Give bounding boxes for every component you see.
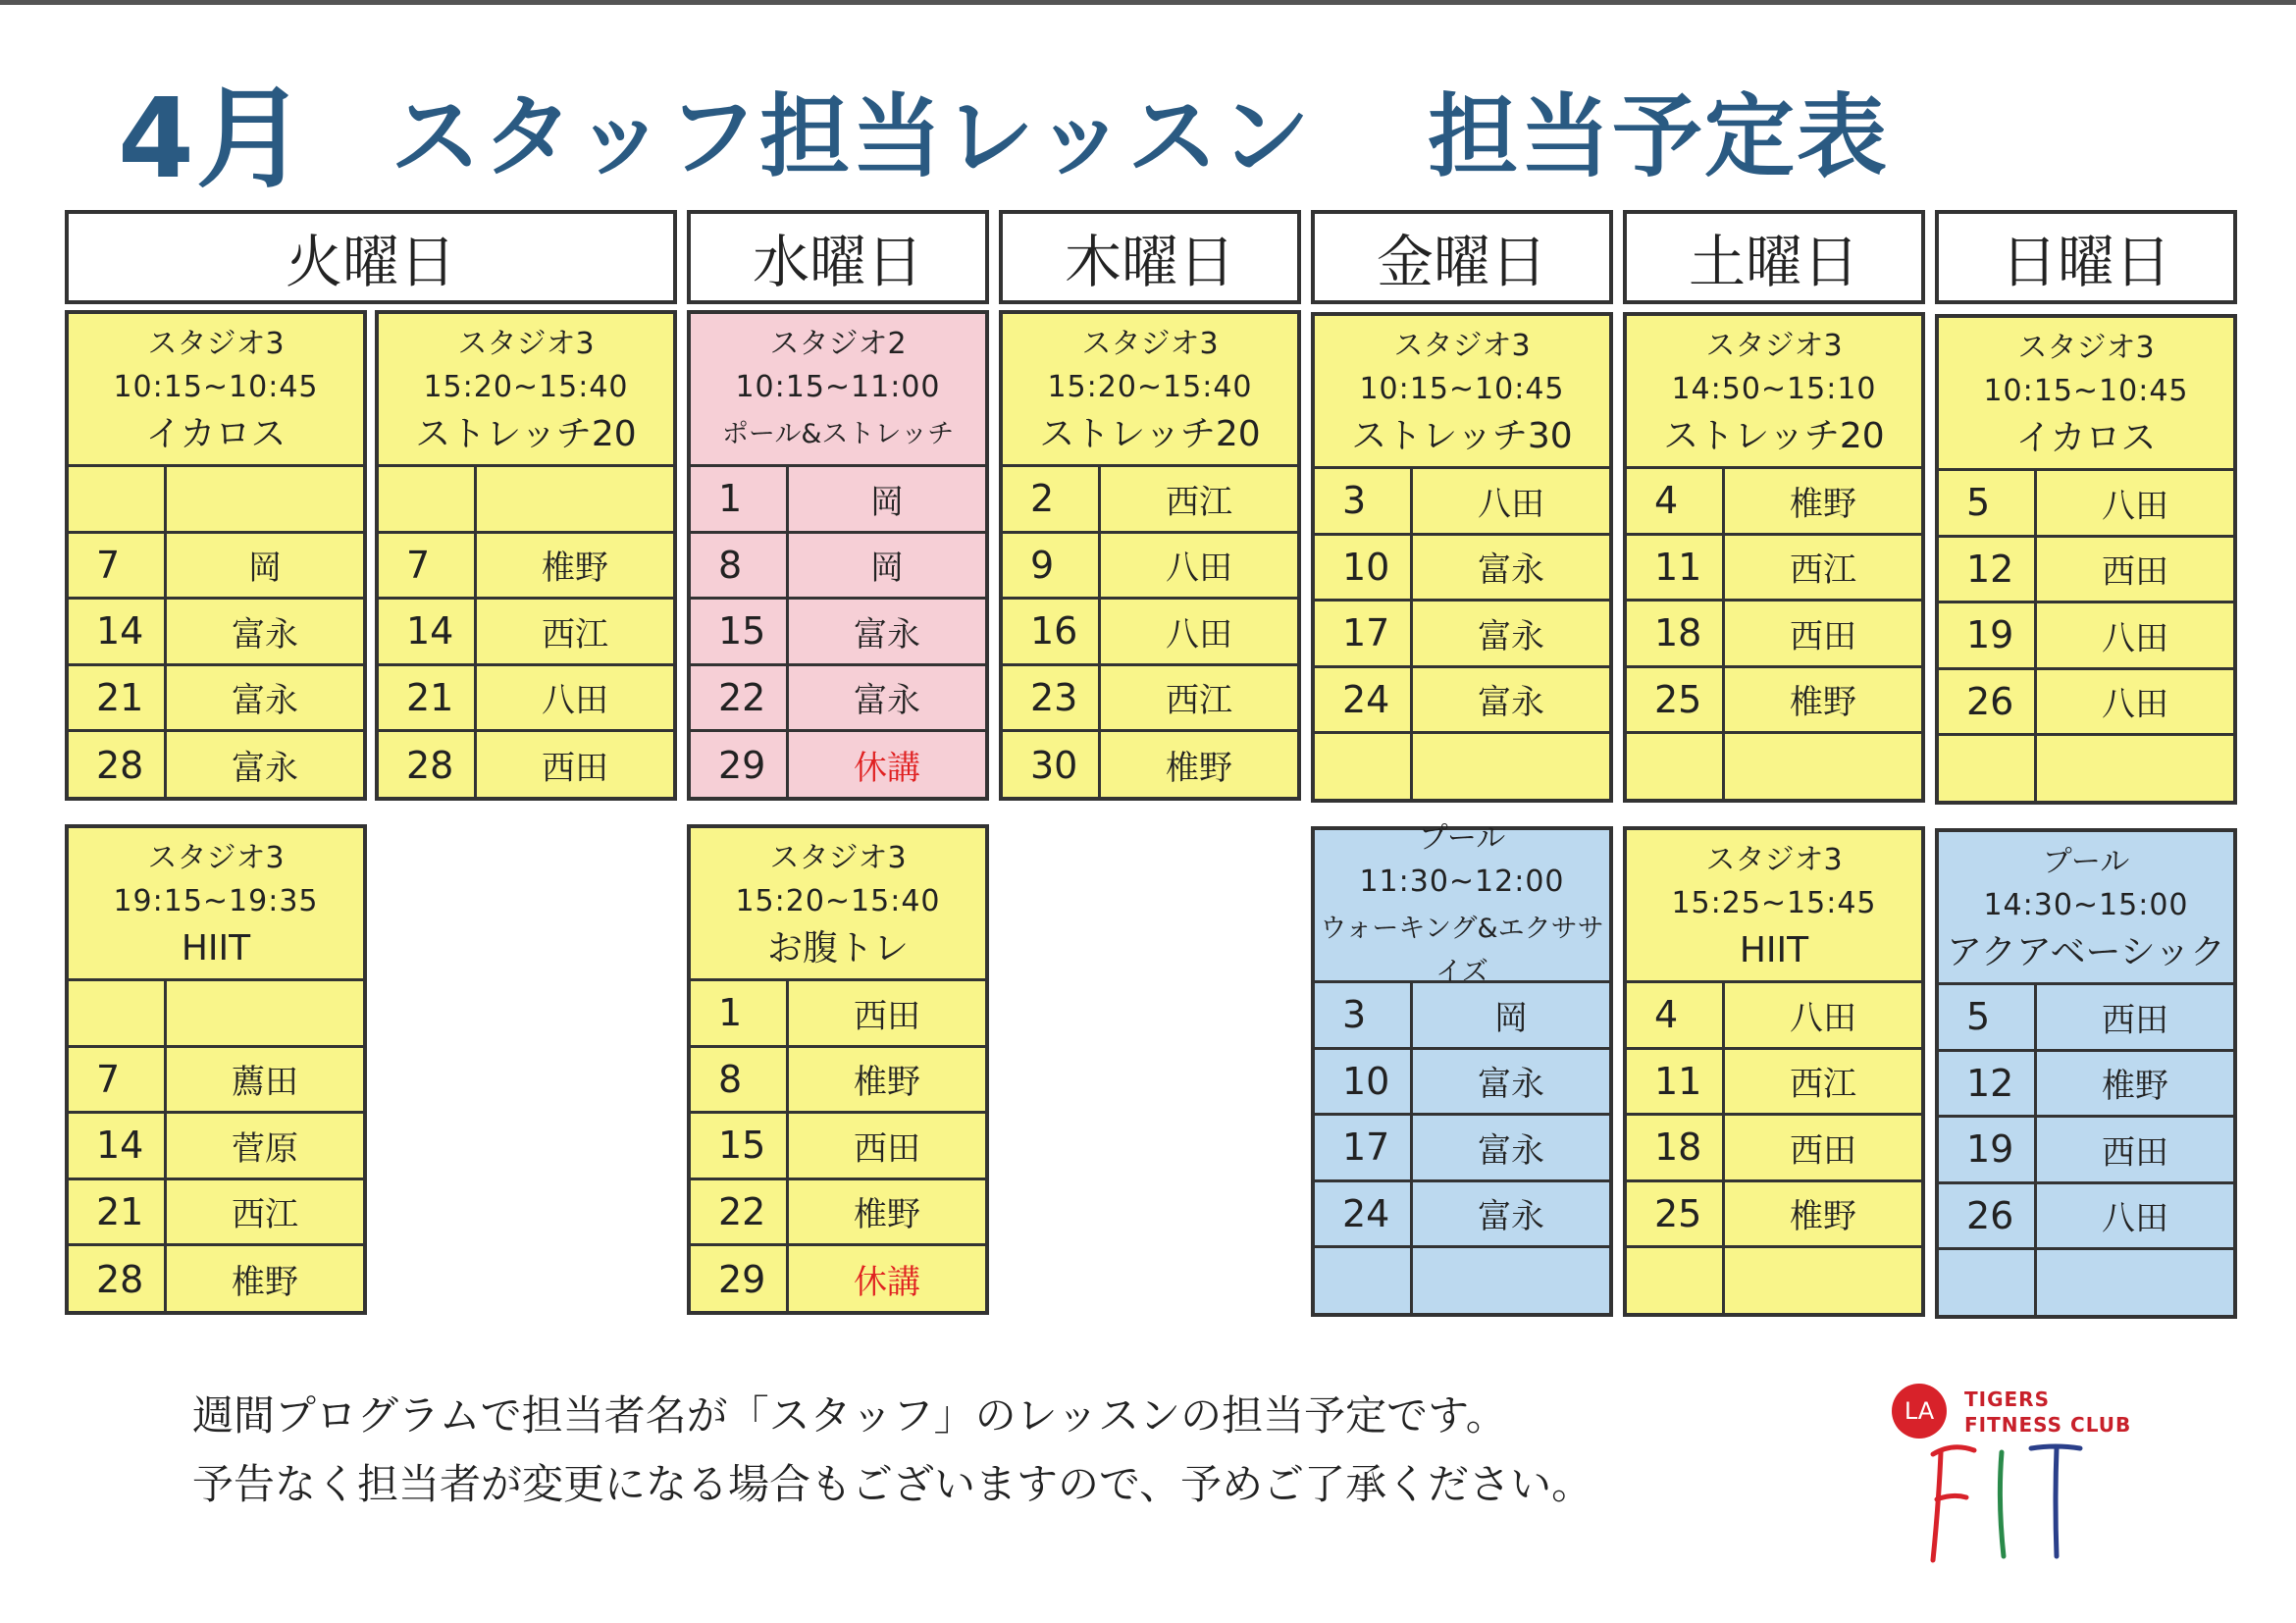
date-cell: 26 — [1939, 1184, 2037, 1248]
schedule-row — [1315, 983, 1609, 1050]
schedule-row — [379, 600, 673, 666]
time-label: 19:15~19:35 — [113, 883, 319, 918]
schedule-row — [1939, 1250, 2233, 1317]
date-cell: 19 — [1939, 1118, 2037, 1181]
date-cell: 14 — [69, 1114, 167, 1178]
date-cell: 21 — [379, 666, 477, 730]
schedule-row — [1627, 469, 1921, 536]
date-cell: 14 — [379, 600, 477, 663]
date-cell: 9 — [1003, 534, 1101, 598]
instructor-cell: 菅原 — [232, 1128, 298, 1169]
schedule-row — [1315, 602, 1609, 668]
schedule-row — [69, 467, 363, 534]
instructor-cell: 岡 — [870, 482, 904, 522]
instructor-cell: 西田 — [854, 1128, 920, 1169]
date-cell: 4 — [1627, 469, 1725, 533]
date-cell: 26 — [1939, 670, 2037, 734]
lesson-header — [379, 314, 673, 467]
club-logo — [1884, 1374, 2132, 1570]
time-label: 14:50~15:10 — [1671, 371, 1877, 406]
instructor-cell: 八田 — [2102, 685, 2168, 725]
schedule-row — [691, 1114, 985, 1180]
schedule-row — [1003, 732, 1297, 799]
date-cell: 10 — [1315, 536, 1413, 600]
schedule-row — [1003, 467, 1297, 534]
schedule-row — [69, 1246, 363, 1313]
lesson-card — [687, 824, 989, 1315]
schedule-row — [1315, 469, 1609, 536]
date-cell: 2 — [1003, 467, 1101, 531]
schedule-row — [1315, 1182, 1609, 1249]
date-cell: 11 — [1627, 536, 1725, 600]
lesson-name: アクアベーシック — [1946, 931, 2226, 972]
instructor-cell — [1725, 1248, 1921, 1315]
instructor-cell — [1725, 734, 1921, 801]
studio-label: スタジオ3 — [1705, 328, 1843, 363]
instructor-cell: 西田 — [2102, 552, 2168, 593]
date-cell: 19 — [1939, 603, 2037, 667]
date-cell: 16 — [1003, 600, 1101, 663]
studio-label: スタジオ2 — [769, 326, 907, 361]
date-cell: 23 — [1003, 666, 1101, 730]
instructor-cell — [2037, 1250, 2233, 1317]
instructor-cell: 西田 — [542, 749, 608, 789]
schedule-row — [69, 981, 363, 1048]
time-label: 15:20~15:40 — [1047, 369, 1253, 404]
date-cell: 28 — [69, 1246, 167, 1313]
schedule-row — [1627, 734, 1921, 801]
time-label: 10:15~10:45 — [1359, 371, 1565, 406]
instructor-cell: 薦田 — [232, 1063, 298, 1103]
date-cell: 21 — [69, 666, 167, 730]
schedule-row — [1939, 471, 2233, 538]
date-cell: 12 — [1939, 1052, 2037, 1116]
studio-label: プール — [1418, 820, 1506, 856]
instructor-cell: 椎野 — [2102, 1067, 2168, 1107]
time-label: 14:30~15:00 — [1983, 887, 2189, 922]
date-cell — [1315, 734, 1413, 801]
lesson-card — [375, 310, 677, 801]
schedule-row — [69, 666, 363, 733]
instructor-cell: 西田 — [1790, 1130, 1856, 1171]
instructor-cell: 八田 — [542, 681, 608, 721]
lesson-card — [1311, 312, 1613, 803]
schedule-row — [1627, 668, 1921, 735]
time-label: 10:15~10:45 — [113, 369, 319, 404]
logo-fit-mark — [1884, 1374, 2100, 1570]
date-cell: 28 — [69, 732, 167, 799]
lesson-header — [1627, 830, 1921, 983]
lesson-header — [1939, 832, 2233, 985]
instructor-cell: 富永 — [1478, 1197, 1544, 1237]
schedule-row — [1003, 534, 1297, 601]
lesson-header — [1627, 316, 1921, 469]
instructor-cell: 富永 — [854, 681, 920, 721]
title-main: スタッフ担当レッスン — [391, 84, 1313, 189]
instructor-cell: 富永 — [1478, 1130, 1544, 1171]
studio-label: スタジオ3 — [147, 326, 285, 361]
instructor-cell: 椎野 — [1790, 683, 1856, 723]
schedule-row — [1315, 668, 1609, 735]
studio-label: スタジオ3 — [147, 840, 285, 875]
date-cell: 7 — [379, 534, 477, 598]
schedule-row — [1003, 666, 1297, 733]
instructor-cell: 椎野 — [542, 549, 608, 589]
instructor-cell: 西江 — [1790, 550, 1856, 591]
time-label: 10:15~10:45 — [1983, 373, 2189, 408]
day-header-wednesday: 水曜日 — [687, 210, 989, 304]
schedule-row — [379, 666, 673, 733]
instructor-cell: 西江 — [1790, 1065, 1856, 1105]
instructor-cell: 西江 — [1166, 681, 1232, 721]
schedule-row — [691, 467, 985, 534]
date-cell — [1939, 1250, 2037, 1317]
logo-line2: FITNESS CLUB — [1964, 1413, 2132, 1437]
instructor-cell: 富永 — [232, 749, 298, 789]
lesson-card — [999, 310, 1301, 801]
date-cell: 3 — [1315, 469, 1413, 533]
schedule-row — [691, 1048, 985, 1115]
instructor-cell: 休講 — [854, 1263, 920, 1303]
date-cell: 22 — [691, 666, 789, 730]
date-cell: 15 — [691, 1114, 789, 1178]
lesson-card — [1623, 312, 1925, 803]
schedule-row — [379, 732, 673, 799]
instructor-cell: 西江 — [1166, 482, 1232, 522]
instructor-cell: 富永 — [1478, 1065, 1544, 1105]
lesson-name: イカロス — [145, 413, 287, 454]
date-cell: 1 — [691, 981, 789, 1045]
schedule-row — [69, 534, 363, 601]
schedule-row — [1315, 1050, 1609, 1117]
instructor-cell: 椎野 — [1790, 1197, 1856, 1237]
instructor-cell — [477, 467, 673, 531]
instructor-cell: 富永 — [1478, 550, 1544, 591]
lesson-card — [687, 310, 989, 801]
date-cell: 29 — [691, 732, 789, 799]
instructor-cell — [1413, 734, 1609, 801]
date-cell: 15 — [691, 600, 789, 663]
top-border — [0, 0, 2296, 5]
studio-label: スタジオ3 — [769, 840, 907, 875]
date-cell: 22 — [691, 1180, 789, 1244]
schedule-row — [69, 1114, 363, 1180]
lesson-name: ストレッチ20 — [1039, 413, 1261, 454]
day-header-tuesday: 火曜日 — [65, 210, 677, 304]
instructor-cell: 椎野 — [854, 1195, 920, 1235]
instructor-cell: 西江 — [542, 614, 608, 654]
lesson-header — [691, 828, 985, 981]
instructor-cell: 八田 — [1166, 549, 1232, 589]
schedule-row — [1939, 1118, 2233, 1184]
studio-label: スタジオ3 — [1705, 842, 1843, 877]
date-cell: 5 — [1939, 985, 2037, 1049]
date-cell: 3 — [1315, 983, 1413, 1047]
instructor-cell: 八田 — [2102, 1199, 2168, 1239]
date-cell: 25 — [1627, 668, 1725, 732]
lesson-card — [65, 824, 367, 1315]
date-cell — [379, 467, 477, 531]
instructor-cell: 岡 — [248, 549, 282, 589]
lesson-card — [1311, 820, 1613, 1317]
instructor-cell — [1413, 1248, 1609, 1315]
instructor-cell: 西田 — [2102, 1132, 2168, 1173]
lesson-name: お腹トレ — [766, 927, 909, 969]
instructor-cell — [167, 467, 363, 531]
day-header-friday: 金曜日 — [1311, 210, 1613, 304]
schedule-row — [1939, 1184, 2233, 1251]
date-cell: 21 — [69, 1180, 167, 1244]
lesson-card — [1623, 826, 1925, 1317]
logo-badge: LA — [1892, 1384, 1947, 1439]
schedule-row — [1939, 736, 2233, 803]
time-label: 15:20~15:40 — [423, 369, 629, 404]
instructor-cell: 西田 — [854, 996, 920, 1036]
instructor-cell: 八田 — [2102, 486, 2168, 526]
instructor-cell — [167, 981, 363, 1045]
schedule-row — [1627, 602, 1921, 668]
schedule-row — [1939, 1052, 2233, 1119]
schedule-row — [1939, 603, 2233, 670]
lesson-header — [1003, 314, 1297, 467]
lesson-name: ストレッチ20 — [1663, 415, 1885, 456]
lesson-name: ストレッチ20 — [415, 413, 637, 454]
instructor-cell: 富永 — [232, 614, 298, 654]
schedule-row — [69, 1180, 363, 1247]
note-line: 予告なく担当者が変更になる場合もございますので、予めご了承ください。 — [192, 1460, 1593, 1508]
schedule-row — [1627, 1182, 1921, 1249]
schedule-row — [1627, 536, 1921, 602]
date-cell: 29 — [691, 1246, 789, 1313]
lesson-card — [1935, 828, 2237, 1319]
date-cell — [1315, 1248, 1413, 1315]
date-cell — [1939, 736, 2037, 803]
lesson-name: ストレッチ30 — [1351, 415, 1573, 456]
schedule-row — [1627, 1116, 1921, 1182]
studio-label: スタジオ3 — [1081, 326, 1219, 361]
schedule-row — [1627, 983, 1921, 1050]
instructor-cell: 富永 — [1478, 683, 1544, 723]
date-cell: 8 — [691, 534, 789, 598]
title-sub: 担当予定表 — [1428, 84, 1890, 189]
schedule-row — [1939, 985, 2233, 1052]
date-cell — [69, 981, 167, 1045]
date-cell: 18 — [1627, 602, 1725, 665]
day-header-saturday: 土曜日 — [1623, 210, 1925, 304]
schedule-row — [1315, 734, 1609, 801]
instructor-cell: 休講 — [854, 749, 920, 789]
date-cell: 30 — [1003, 732, 1101, 799]
schedule-row — [1315, 536, 1609, 602]
title-month: 4月 — [118, 76, 308, 203]
schedule-row — [69, 732, 363, 799]
schedule-row — [379, 467, 673, 534]
date-cell: 8 — [691, 1048, 789, 1112]
schedule-row — [1627, 1050, 1921, 1117]
schedule-row — [691, 534, 985, 601]
instructor-cell: 西田 — [2102, 1000, 2168, 1040]
schedule-row — [691, 732, 985, 799]
logo-line1: TIGERS — [1964, 1387, 2050, 1411]
time-label: 10:15~11:00 — [735, 369, 941, 404]
lesson-header — [1939, 318, 2233, 471]
lesson-card — [65, 310, 367, 801]
date-cell: 7 — [69, 534, 167, 598]
schedule-row — [691, 1180, 985, 1247]
day-header-thursday: 木曜日 — [999, 210, 1301, 304]
instructor-cell: 八田 — [1166, 614, 1232, 654]
schedule-row — [1939, 670, 2233, 737]
time-label: 15:20~15:40 — [735, 883, 941, 918]
date-cell: 4 — [1627, 983, 1725, 1047]
day-header-sunday: 日曜日 — [1935, 210, 2237, 304]
lesson-header — [1315, 316, 1609, 469]
notes — [192, 1382, 1592, 1519]
date-cell: 10 — [1315, 1050, 1413, 1114]
schedule-row — [1315, 1116, 1609, 1182]
lesson-name: ウォーキング&エクササイズ — [1320, 913, 1604, 987]
studio-label: プール — [2042, 844, 2130, 879]
date-cell: 1 — [691, 467, 789, 531]
date-cell: 17 — [1315, 1116, 1413, 1179]
date-cell: 24 — [1315, 668, 1413, 732]
date-cell — [1627, 1248, 1725, 1315]
date-cell: 12 — [1939, 538, 2037, 602]
lesson-header — [69, 314, 363, 467]
instructor-cell: 八田 — [2102, 618, 2168, 658]
lesson-name: HIIT — [1739, 929, 1809, 970]
instructor-cell: 椎野 — [232, 1263, 298, 1303]
studio-label: スタジオ3 — [2017, 330, 2155, 365]
schedule-row — [1627, 1248, 1921, 1315]
date-cell: 5 — [1939, 471, 2037, 535]
date-cell — [1627, 734, 1725, 801]
lesson-header — [69, 828, 363, 981]
date-cell: 28 — [379, 732, 477, 799]
date-cell: 14 — [69, 600, 167, 663]
note-line: 週間プログラムで担当者名が「スタッフ」のレッスンの担当予定です。 — [192, 1391, 1507, 1440]
time-label: 15:25~15:45 — [1671, 885, 1877, 920]
instructor-cell: 八田 — [1478, 484, 1544, 524]
lesson-name: ポール&ストレッチ — [721, 418, 955, 449]
instructor-cell — [2037, 736, 2233, 803]
date-cell: 18 — [1627, 1116, 1725, 1179]
instructor-cell: 岡 — [1494, 998, 1528, 1038]
schedule-row — [691, 981, 985, 1048]
schedule-row — [691, 600, 985, 666]
schedule-row — [1315, 1248, 1609, 1315]
lesson-name: HIIT — [181, 927, 251, 969]
date-cell — [69, 467, 167, 531]
instructor-cell: 椎野 — [1166, 749, 1232, 789]
instructor-cell: 椎野 — [1790, 484, 1856, 524]
lesson-name: イカロス — [2015, 417, 2157, 458]
date-cell: 24 — [1315, 1182, 1413, 1246]
instructor-cell: 西田 — [1790, 616, 1856, 656]
lesson-header — [691, 314, 985, 467]
instructor-cell: 椎野 — [854, 1063, 920, 1103]
instructor-cell: 岡 — [870, 549, 904, 589]
instructor-cell: 富永 — [232, 681, 298, 721]
instructor-cell: 八田 — [1790, 998, 1856, 1038]
schedule-row — [379, 534, 673, 601]
schedule-row — [691, 666, 985, 733]
date-cell: 25 — [1627, 1182, 1725, 1246]
schedule-row — [691, 1246, 985, 1313]
instructor-cell: 富永 — [1478, 616, 1544, 656]
studio-label: スタジオ3 — [457, 326, 595, 361]
instructor-cell: 西江 — [232, 1195, 298, 1235]
schedule-row — [1003, 600, 1297, 666]
schedule-row — [69, 1048, 363, 1115]
lesson-card — [1935, 314, 2237, 805]
date-cell: 17 — [1315, 602, 1413, 665]
instructor-cell: 富永 — [854, 614, 920, 654]
schedule-row — [69, 600, 363, 666]
studio-label: スタジオ3 — [1393, 328, 1531, 363]
schedule-row — [1939, 538, 2233, 604]
lesson-header — [1315, 820, 1609, 987]
time-label: 11:30~12:00 — [1359, 864, 1565, 899]
date-cell: 11 — [1627, 1050, 1725, 1114]
date-cell: 7 — [69, 1048, 167, 1112]
